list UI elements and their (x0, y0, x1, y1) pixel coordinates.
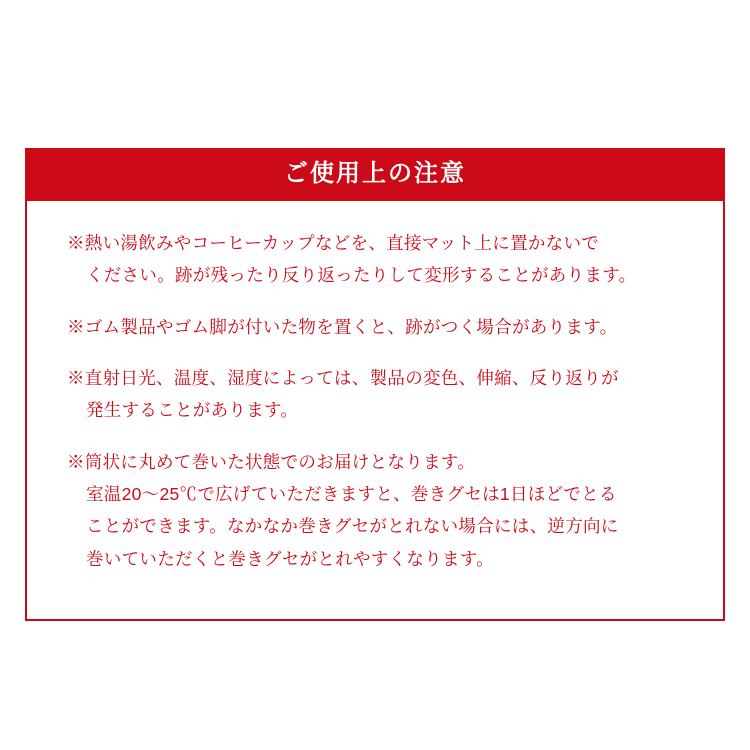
list-item (67, 227, 683, 292)
list-item (67, 311, 683, 343)
note-line: ください。跡が残ったり反り返ったりして変形することがあります。 (86, 265, 637, 286)
note-line: ※ゴム製品やゴム脚が付いた物を置くと、跡がつく場合があります。 (67, 316, 618, 337)
notice-body (27, 201, 723, 619)
note-line: 発生することがあります。 (86, 400, 299, 421)
note-line: ※筒状に丸めて巻いた状態でのお届けとなります。 (67, 451, 475, 472)
notice-box (25, 148, 725, 621)
note-line: ※熱い湯飲みやコーヒーカップなどを、直接マット上に置かないで (67, 232, 600, 253)
notice-title: ご使用上の注意 (27, 150, 723, 201)
list-item (67, 446, 683, 576)
note-line: 巻いていただくと巻きグセがとれやすくなります。 (86, 548, 494, 569)
note-line: 室温20〜25℃で広げていただきますと、巻きグセは1日ほどでとる (86, 484, 617, 505)
note-line: ※直射日光、温度、湿度によっては、製品の変色、伸縮、反り返りが (67, 367, 619, 388)
list-item (67, 362, 683, 427)
note-line: ことができます。なかなか巻きグセがとれない場合には、逆方向に (86, 516, 619, 537)
